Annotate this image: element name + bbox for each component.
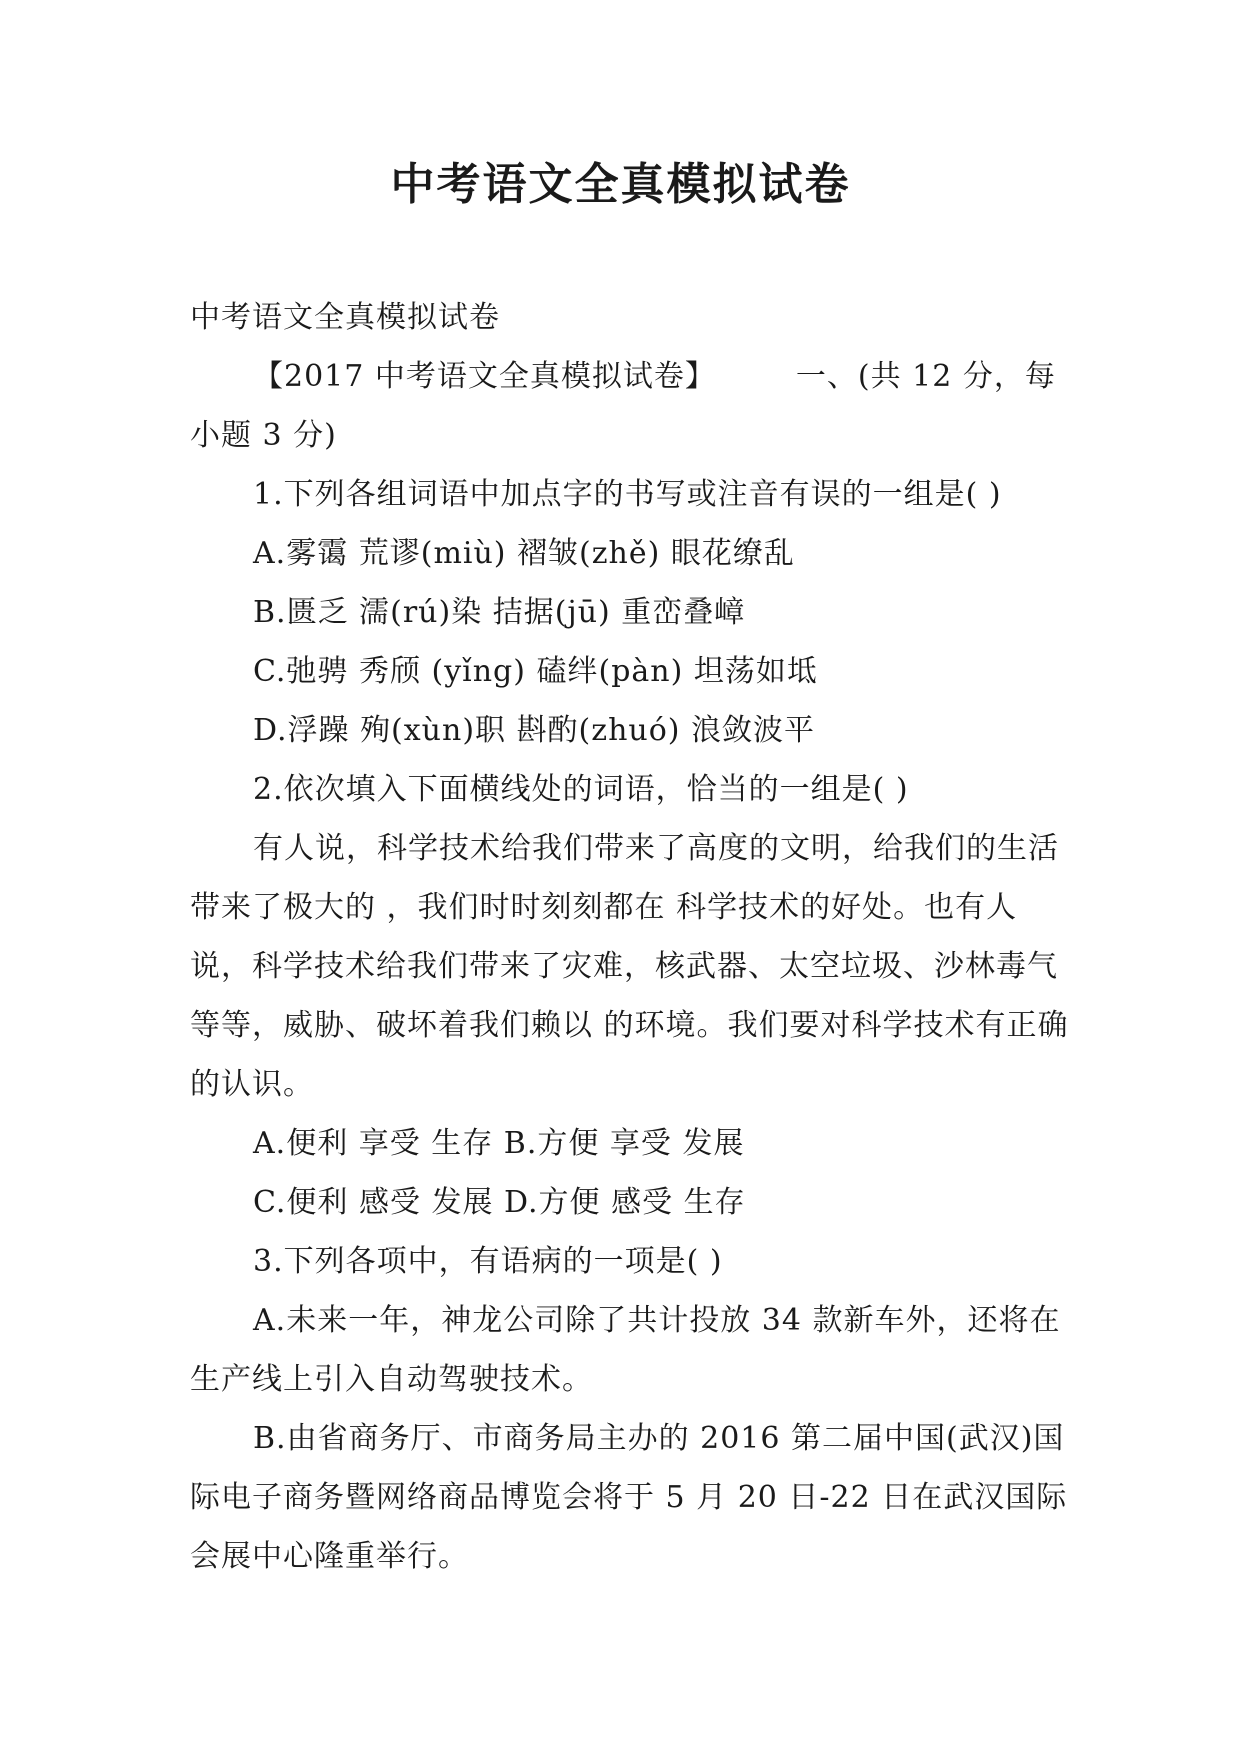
question-2-options-ab: A.便利 享受 生存 B.方便 享受 发展: [253, 1126, 745, 1161]
question-1-option-b: B.匮乏 濡(rú)染 拮据(jū) 重峦叠嶂: [253, 595, 746, 630]
question-2-stem: 2.依次填入下面横线处的词语，恰当的一组是( ): [253, 772, 909, 807]
document-title: 中考语文全真模拟试卷: [390, 159, 851, 210]
question-1-option-c: C.弛骋 秀颀 (yǐng) 磕绊(pàn) 坦荡如坻: [253, 654, 818, 689]
document-subtitle: 中考语文全真模拟试卷: [190, 300, 500, 335]
intro-bracket-title: 【2017 中考语文全真模拟试卷】: [253, 359, 716, 394]
question-2-passage: 有人说，科学技术给我们带来了高度的文明，给我们的生活带来了极大的 ，我们时时刻刻都在 科学技术的好处。也有人说，科学技术给我们带来了灾难，核武器、太空垃圾、沙林毒气等等，威胁、破坏着我们赖以 的环境。我们要对科学技术有正确的认识。: [190, 831, 1069, 1102]
question-1-option-a: A.雾霭 荒谬(miù) 褶皱(zhě) 眼花缭乱: [253, 536, 795, 571]
question-3-stem: 3.下列各项中，有语病的一项是( ): [253, 1244, 723, 1279]
question-3-option-a: A.未来一年，神龙公司除了共计投放 34 款新车外，还将在生产线上引入自动驾驶技术。: [190, 1303, 1061, 1397]
document-body: [190, 288, 1070, 1586]
question-1-option-d: D.浮躁 殉(xùn)职 斟酌(zhuó) 浪敛波平: [253, 713, 816, 748]
question-1-stem: 1.下列各组词语中加点字的书写或注音有误的一组是( ): [253, 477, 1002, 512]
question-3-option-b: B.由省商务厅、市商务局主办的 2016 第二届中国(武汉)国际电子商务暨网络商品博览会将于 5 月 20 日-22 日在武汉国际会展中心隆重举行。: [190, 1421, 1068, 1574]
intro-paragraph: [190, 347, 1070, 465]
question-2-options-cd: C.便利 感受 发展 D.方便 感受 生存: [253, 1185, 746, 1220]
intro-section-heading: 一、(共 12 分，每小题 3 分): [190, 359, 1056, 453]
